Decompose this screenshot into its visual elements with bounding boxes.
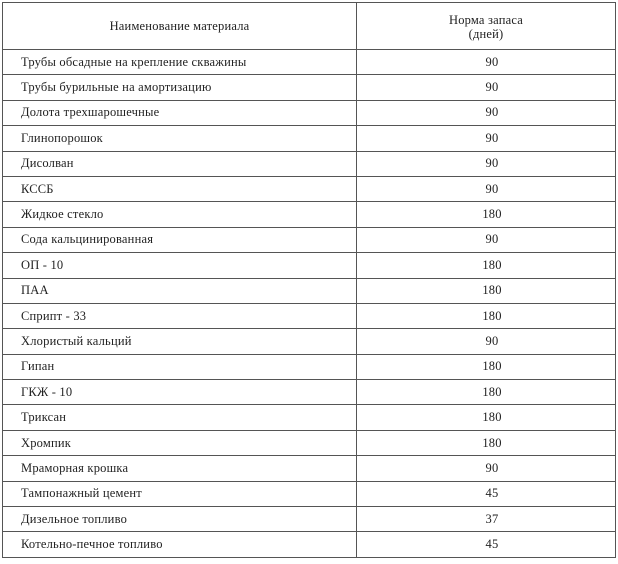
table-row [3,278,616,303]
table-row [3,126,616,151]
table-row [3,354,616,379]
stock-days-cell: 45 [357,532,616,557]
stock-days-cell: 90 [357,126,616,151]
stock-days-cell: 180 [357,278,616,303]
table-row [3,50,616,75]
material-name-cell: Дизельное топливо [3,507,357,532]
table-row [3,430,616,455]
table-row [3,202,616,227]
stock-days-cell: 180 [357,202,616,227]
header-material-name-label: Наименование материала [109,19,250,33]
table-row [3,456,616,481]
material-name-cell: Долота трехшарошечные [3,100,357,125]
stock-days-cell: 90 [357,176,616,201]
table-row [3,227,616,252]
stock-days-cell: 180 [357,253,616,278]
stock-days-cell: 45 [357,481,616,506]
stock-days-cell: 180 [357,354,616,379]
header-stock-norm-label: Норма запаса [448,13,524,27]
material-name-cell: Трубы бурильные на амортизацию [3,75,357,100]
header-stock-norm [357,3,616,50]
material-name-cell: Гипан [3,354,357,379]
stock-days-cell: 90 [357,100,616,125]
material-name-cell: Сода кальцинированная [3,227,357,252]
table-body [3,50,616,558]
stock-days-cell: 180 [357,303,616,328]
material-name-cell: Тампонажный цемент [3,481,357,506]
material-name-cell: Жидкое стекло [3,202,357,227]
stock-days-cell: 90 [357,75,616,100]
material-name-cell: Трубы обсадные на крепление скважины [3,50,357,75]
table-row [3,253,616,278]
stock-days-cell: 180 [357,430,616,455]
table-row [3,100,616,125]
material-name-cell: Хлористый кальций [3,329,357,354]
stock-days-cell: 37 [357,507,616,532]
material-stock-norms-table [2,2,616,558]
table-row [3,507,616,532]
material-name-cell: ПАА [3,278,357,303]
table-row [3,151,616,176]
table-row [3,380,616,405]
table-row [3,532,616,557]
table-row [3,176,616,201]
material-name-cell: КССБ [3,176,357,201]
stock-days-cell: 90 [357,151,616,176]
stock-days-cell: 90 [357,227,616,252]
table-header-row [3,3,616,50]
stock-days-cell: 90 [357,329,616,354]
table-row [3,75,616,100]
table-row [3,303,616,328]
material-name-cell: Триксан [3,405,357,430]
material-name-cell: Глинопорошок [3,126,357,151]
material-name-cell: ОП - 10 [3,253,357,278]
stock-days-cell: 180 [357,405,616,430]
header-stock-norm-unit: (дней) [468,27,504,41]
table-row [3,481,616,506]
material-name-cell: Котельно-печное топливо [3,532,357,557]
stock-days-cell: 90 [357,50,616,75]
stock-days-cell: 180 [357,380,616,405]
material-name-cell: Хромпик [3,430,357,455]
material-name-cell: ГКЖ - 10 [3,380,357,405]
material-name-cell: Дисолван [3,151,357,176]
stock-days-cell: 90 [357,456,616,481]
table-row [3,329,616,354]
material-name-cell: Мраморная крошка [3,456,357,481]
header-material-name [3,3,357,50]
table-row [3,405,616,430]
material-name-cell: Сприпт - 33 [3,303,357,328]
